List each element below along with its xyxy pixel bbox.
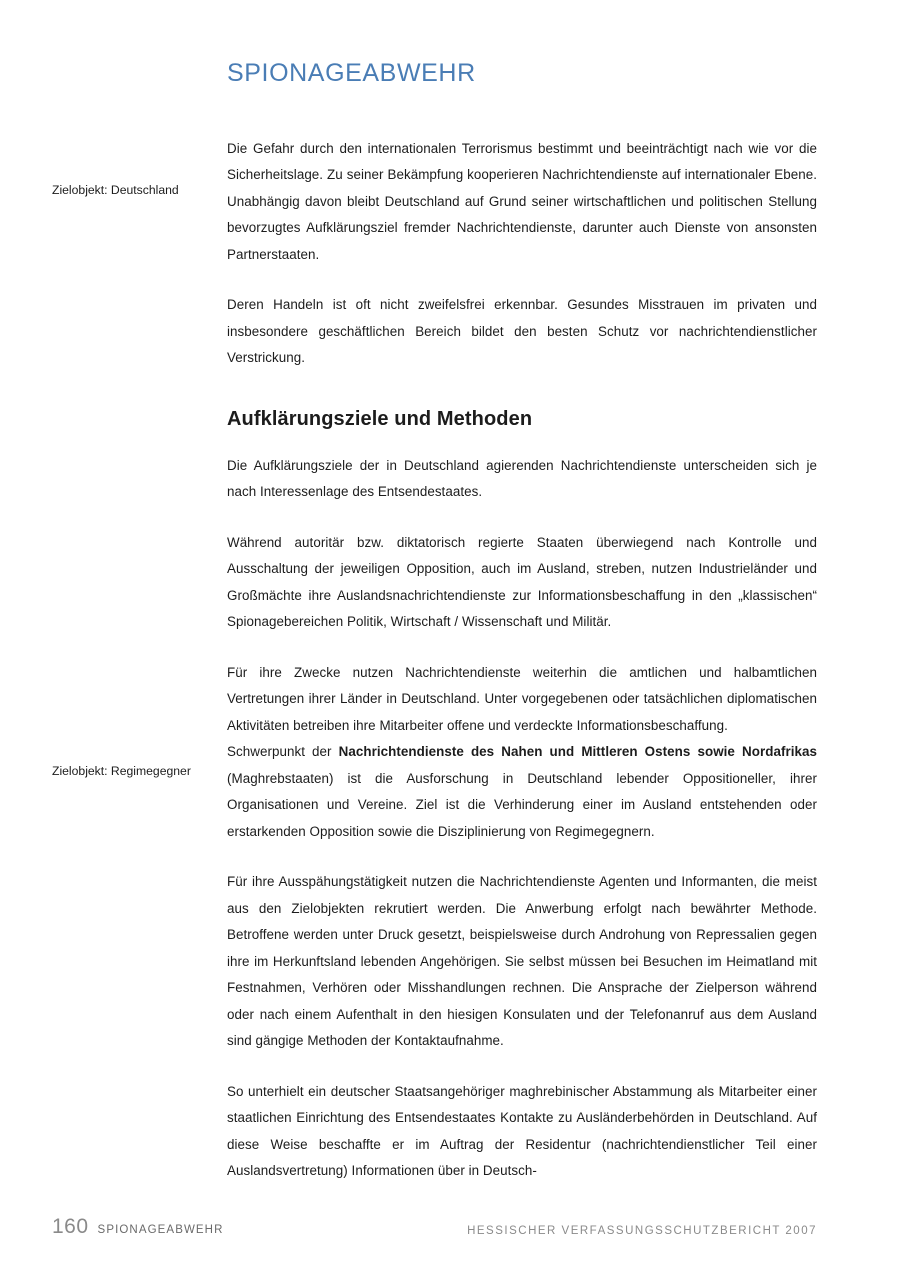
main-text-column — [227, 60, 817, 1209]
paragraph-3: Die Aufklärungsziele der in Deutschland agierenden Nachrichtendienste unterscheiden sich je nach Interessenlage des Entsendestaates. — [227, 457, 817, 499]
margin-note-zielobjekt-regimegegner: Zielobjekt: Regimegegner — [52, 764, 191, 778]
footer-left-group — [52, 1215, 224, 1239]
page-number: 160 — [52, 1215, 89, 1238]
section-heading-aufklaerungsziele: Aufklärungsziele und Methoden — [227, 407, 533, 430]
margin-note-zielobjekt-deutschland: Zielobjekt: Deutschland — [52, 183, 179, 197]
page-footer — [52, 1215, 848, 1239]
paragraph-8: So unterhielt ein deutscher Staatsangehöriger maghrebinischer Abstammung als Mitarbeiter einer staatlichen Einrichtung des Entsendestaates Kontakte zu Ausländerbehörden in Deutschland. Auf diese Weise beschaffte er im Auftrag der Residentur (nachrichtendienstlicher Teil einer Auslandsvertretung) Informationen über in Deutsch- — [227, 1083, 817, 1178]
paragraph-6-rest: (Maghrebstaaten) ist die Ausforschung in Deutschland lebender Oppositioneller, ihrer Organisationen und Vereine. Ziel ist die Verhinderung einer im Ausland entstehenden oder erstarkenden Opposition sowie die Disziplinierung von Regimegegnern. — [227, 770, 817, 839]
paragraph-1: Die Gefahr durch den internationalen Terrorismus bestimmt und beeinträchtigt nach wie vor die Sicherheitslage. Zu seiner Bekämpfung kooperieren Nachrichtendienste auf internationaler Ebene. Unabhängig davon bleibt Deutschland auf Grund seiner wirtschaftlichen und politischen Stellung bevorzugtes Aufklärungsziel fremder Nachrichtendienste, darunter auch Dienste von ansonsten Partnerstaaten. — [227, 140, 817, 262]
page-title: SPIONAGEABWEHR — [227, 59, 476, 87]
paragraph-5: Für ihre Zwecke nutzen Nachrichtendienste weiterhin die amtlichen und halbamtlichen Vertretungen ihrer Länder in Deutschland. Unter vorgegebenen oder tatsächlichen diplomatischen Aktivitäten betreiben ihre Mitarbeiter offene und verdeckte Informationsbeschaffung. — [227, 664, 817, 733]
paragraph-6-lead: Schwerpunkt der — [227, 744, 339, 759]
footer-report-title: HESSISCHER VERFASSUNGSSCHUTZBERICHT 2007 — [467, 1225, 817, 1237]
paragraph-6-emphasis: Nachrichtendienste des Nahen und Mittleren Ostens sowie Nordafrikas — [338, 744, 817, 759]
paragraph-6 — [227, 739, 817, 845]
paragraph-4: Während autoritär bzw. diktatorisch regierte Staaten überwiegend nach Kontrolle und Ausschaltung der jeweiligen Opposition, auch im Ausland, streben, nutzen Industrieländer und Großmächte ihre Auslandsnachrichtendienste zur Informationsbeschaffung in den „klassischen“ Spionagebereichen Politik, Wirtschaft / Wissenschaft und Militär. — [227, 534, 817, 629]
paragraph-2: Deren Handeln ist oft nicht zweifelsfrei erkennbar. Gesundes Misstrauen im privaten und insbesondere geschäftlichen Bereich bildet den besten Schutz vor nachrichtendienstlicher Verstrickung. — [227, 297, 817, 365]
footer-chapter-label: SPIONAGEABWEHR — [97, 1224, 224, 1236]
paragraph-7: Für ihre Ausspähungstätigkeit nutzen die Nachrichtendienste Agenten und Informanten, die meist aus den Zielobjekten rekrutiert werden. Die Anwerbung erfolgt nach bewährter Methode. Betroffene werden unter Druck gesetzt, beispielsweise durch Androhung von Repressalien gegen ihre im Herkunftsland lebenden Angehörigen. Sie selbst müssen bei Besuchen im Heimatland mit Festnahmen, Verhören oder Misshandlungen rechnen. Die Ansprache der Zielperson während oder nach einem Aufenthalt in den hiesigen Konsulaten und der Telefonanruf aus dem Ausland sind gängige Methoden der Kontaktaufnahme. — [227, 874, 817, 1048]
